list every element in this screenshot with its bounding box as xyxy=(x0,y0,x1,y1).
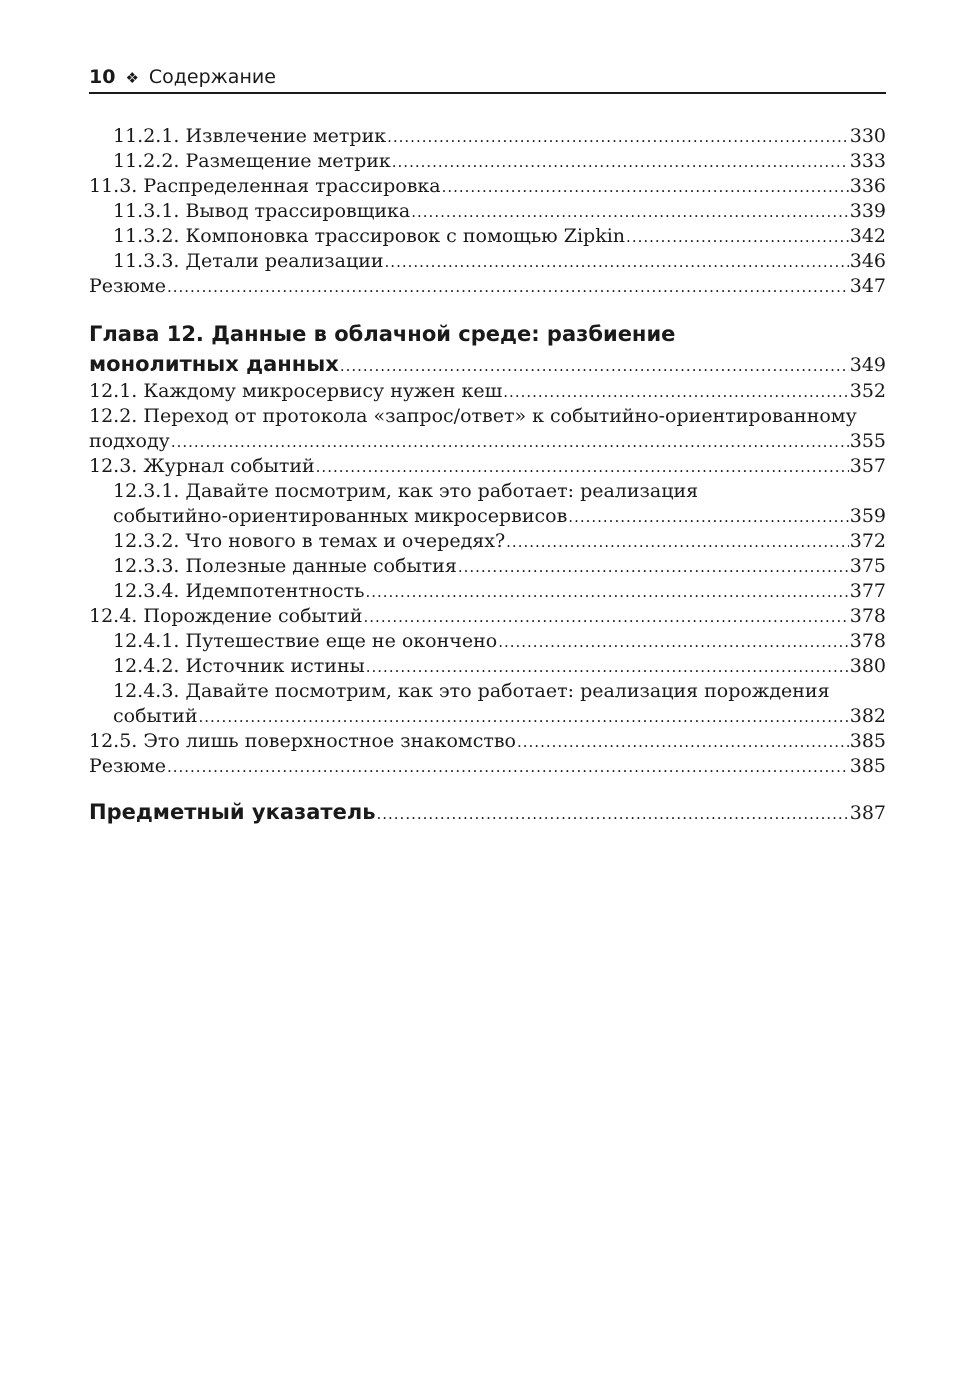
leader-dots xyxy=(568,505,848,530)
table-of-contents xyxy=(89,124,886,827)
leader-dots xyxy=(442,175,849,200)
toc-entry[interactable]: 12.3. Журнал событий ..... 357 xyxy=(89,454,886,479)
toc-entry[interactable]: 12.4.2. Источник истины ..... 380 xyxy=(89,654,886,679)
toc-entry[interactable]: 12.2. Переход от протокола «запрос/ответ» к событийно-ориентированному подходу ..... 355 xyxy=(89,404,886,454)
leader-dots xyxy=(387,125,849,150)
book-page xyxy=(89,66,886,827)
toc-entry[interactable]: 11.3.2. Компоновка трассировок с помощью Zipkin ..... 342 xyxy=(89,224,886,249)
toc-entry[interactable]: 12.4.3. Давайте посмотрим, как это работает: реализация порождения событий ..... 382 xyxy=(89,679,886,729)
toc-entry[interactable]: 11.3.1. Вывод трассировщика ..... 339 xyxy=(89,199,886,224)
ornament-icon: ❖ xyxy=(125,69,139,87)
leader-dots xyxy=(340,351,849,381)
leader-dots xyxy=(517,730,849,755)
leader-dots xyxy=(316,455,849,480)
leader-dots xyxy=(167,755,849,780)
leader-dots xyxy=(503,380,848,405)
toc-entry[interactable]: 11.3.3. Детали реализации ..... 346 xyxy=(89,249,886,274)
toc-entry[interactable]: 12.3.4. Идемпотентность ..... 377 xyxy=(89,579,886,604)
leader-dots xyxy=(198,705,848,730)
running-header xyxy=(89,66,886,94)
toc-entry[interactable]: Резюме ..... 347 xyxy=(89,274,886,299)
leader-dots xyxy=(385,250,849,275)
index-heading[interactable]: Предметный указатель ..... 387 xyxy=(89,797,886,827)
toc-entry[interactable]: 12.4. Порождение событий ..... 378 xyxy=(89,604,886,629)
leader-dots xyxy=(506,530,849,555)
leader-dots xyxy=(626,225,849,250)
toc-entry[interactable]: 11.2.1. Извлечение метрик ..... 330 xyxy=(89,124,886,149)
toc-entry[interactable]: 12.3.2. Что нового в темах и очередях? ..... 372 xyxy=(89,529,886,554)
toc-entry[interactable]: 12.5. Это лишь поверхностное знакомство ..... 385 xyxy=(89,729,886,754)
header-title: Содержание xyxy=(148,66,276,88)
chapter-heading[interactable]: Глава 12. Данные в облачной среде: разбиение монолитных данных ..... 349 xyxy=(89,319,886,379)
toc-entry[interactable]: 12.3.3. Полезные данные события ..... 375 xyxy=(89,554,886,579)
leader-dots xyxy=(364,605,849,630)
leader-dots xyxy=(376,799,848,829)
toc-entry[interactable]: 11.2.2. Размещение метрик ..... 333 xyxy=(89,149,886,174)
toc-entry[interactable]: 12.4.1. Путешествие еще не окончено ..... 378 xyxy=(89,629,886,654)
page-number: 10 xyxy=(89,66,116,88)
toc-entry[interactable]: 12.3.1. Давайте посмотрим, как это работает: реализация событийно-ориентированных микросервисов ..... 359 xyxy=(89,479,886,529)
leader-dots xyxy=(171,430,849,455)
toc-entry[interactable]: 12.1. Каждому микросервису нужен кеш ..... 352 xyxy=(89,379,886,404)
toc-entry[interactable]: Резюме ..... 385 xyxy=(89,754,886,779)
leader-dots xyxy=(167,275,849,300)
leader-dots xyxy=(392,150,849,175)
toc-entry[interactable]: 11.3. Распределенная трассировка ..... 336 xyxy=(89,174,886,199)
leader-dots xyxy=(411,200,848,225)
leader-dots xyxy=(365,580,848,605)
leader-dots xyxy=(498,630,849,655)
leader-dots xyxy=(366,655,849,680)
leader-dots xyxy=(458,555,849,580)
